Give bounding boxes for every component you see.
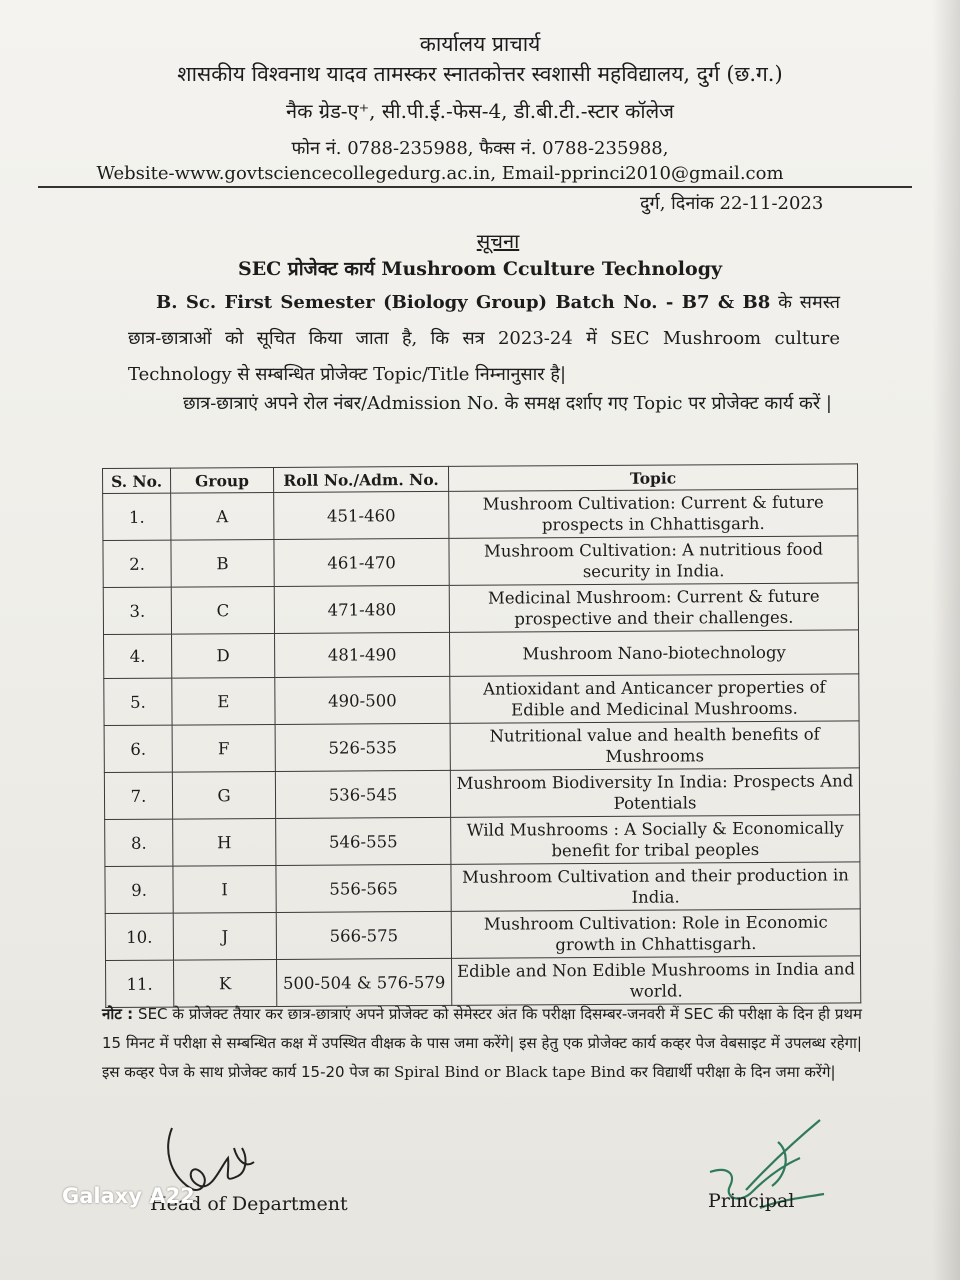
office-heading: कार्यालय प्राचार्य [419, 32, 541, 56]
note-text-binding: Spiral Bind or Black tape Bind [393, 1063, 626, 1081]
cell-roll: 461-470 [274, 538, 449, 586]
cell-roll: 546-555 [276, 817, 451, 865]
cell-topic: Mushroom Cultivation: A nutritious food security in India. [449, 536, 858, 585]
camera-watermark: Galaxy A22 [62, 1184, 195, 1208]
note-paragraph [102, 1000, 862, 1087]
cell-group: A [171, 492, 274, 540]
cell-roll: 526-535 [275, 723, 450, 771]
header-group: Group [171, 467, 274, 493]
cell-sno: 6. [104, 725, 172, 772]
cell-sno: 9. [105, 866, 173, 913]
cell-group: F [172, 724, 275, 772]
note-label: नोट : [102, 1005, 134, 1023]
cell-sno: 1. [103, 493, 171, 540]
table-row [105, 862, 860, 914]
cell-roll: 481-490 [275, 632, 450, 677]
college-name: शासकीय विश्वनाथ यादव तामस्कर स्नातकोत्तर स्वशासी महविद्यालय, दुर्ग (छ.ग.) [177, 62, 783, 86]
header-divider [38, 186, 912, 188]
table-row [103, 489, 858, 541]
cell-roll: 536-545 [275, 770, 450, 818]
table-row [104, 768, 859, 820]
header-sno: S. No. [103, 468, 171, 493]
table-row [104, 721, 859, 773]
header-topic: Topic [448, 464, 857, 491]
cell-sno: 5. [104, 678, 172, 725]
cell-topic: Mushroom Cultivation and their production in India. [451, 862, 860, 911]
cell-topic: Mushroom Biodiversity In India: Prospects And Potentials [450, 768, 859, 817]
table-row [105, 909, 860, 961]
cell-sno: 3. [103, 587, 171, 634]
accreditation-line: नैक ग्रेड-ए⁺, सी.पी.ई.-फेस-4, डी.बी.टी.-स्टार कॉलेज [285, 99, 674, 123]
header-roll: Roll No./Adm. No. [273, 466, 448, 492]
cell-roll: 471-480 [274, 585, 449, 633]
cell-group: K [174, 959, 277, 1007]
phone-fax-line: फोन नं. 0788-235988, फैक्स नं. 0788-235988, [291, 138, 669, 159]
cell-sno: 4. [104, 634, 172, 678]
cell-topic: Antioxidant and Anticancer properties of Edible and Medicinal Mushrooms. [450, 674, 859, 723]
note-text-a: SEC के प्रोजेक्ट तैयार कर छात्र-छात्राएं अपने प्रोजेक्ट को सेमेस्टर अंत कि परीक्षा दिसम्बर-जनवरी में SEC की परीक्षा के दिन ही प्रथम 15 मिनट में परीक्षा से सम्बन्धित कक्ष में उपस्थित वीक्षक के पास जमा करेंगे| इस हेतु एक प्रोजेक्ट कार्य कव्हर पेज वेबसाइट में उपलब्ध रहेगा| इस कव्हर पेज के साथ प्रोजेक्ट कार्य 15-20 पेज का [102, 1005, 862, 1081]
cell-group: G [172, 771, 275, 819]
batch-info: B. Sc. First Semester (Biology Group) Batch No. - B7 & B8 [156, 292, 771, 313]
notice-paragraph-2: छात्र-छात्राएं अपने रोल नंबर/Admission No. के समक्ष दर्शाए गए Topic पर प्रोजेक्ट कार्य करें | [183, 393, 832, 414]
table-row [104, 674, 859, 726]
cell-topic: Nutritional value and health benefits of Mushrooms [450, 721, 859, 770]
cell-roll: 451-460 [274, 491, 449, 539]
cell-sno: 8. [105, 819, 173, 866]
cell-roll: 490-500 [275, 676, 450, 724]
page-shadow [932, 0, 960, 1280]
cell-group: C [171, 586, 274, 634]
cell-group: J [173, 912, 276, 960]
cell-topic: Mushroom Cultivation: Current & future prospects in Chhattisgarh. [449, 489, 858, 538]
notice-paragraph-1 [128, 285, 840, 393]
website-email-line: Website-www.govtsciencecollegedurg.ac.in, Email-pprinci2010@gmail.com [96, 163, 784, 184]
hod-label: Head of Department [150, 1193, 348, 1215]
cell-topic: Edible and Non Edible Mushrooms in India and world. [452, 956, 861, 1005]
table-row [104, 630, 859, 679]
cell-sno: 11. [106, 960, 174, 1007]
table-row [103, 536, 858, 588]
cell-sno: 2. [103, 540, 171, 587]
cell-group: H [173, 818, 276, 866]
cell-topic: Mushroom Cultivation: Role in Economic growth in Chhattisgarh. [451, 909, 860, 958]
note-text-b: कर विद्यार्थी परीक्षा के दिन जमा करेंगे| [625, 1063, 836, 1081]
cell-group: I [173, 865, 276, 913]
cell-group: B [171, 539, 274, 587]
table-row [103, 583, 858, 635]
principal-label: Principal [708, 1190, 795, 1212]
cell-sno: 7. [104, 772, 172, 819]
project-topics-table [102, 463, 861, 1008]
notice-paragraph-1-text: के समस्त छात्र-छात्राओं को सूचित किया जाता है, कि सत्र 2023-24 में SEC Mushroom culture Technology से सम्बन्धित प्रोजेक्ट Topic/Title निम्नानुसार है| [128, 292, 840, 385]
cell-roll: 500-504 & 576-579 [277, 958, 452, 1006]
cell-topic: Wild Mushrooms : A Socially & Economically benefit for tribal peoples [451, 815, 860, 864]
notice-title: सूचना [476, 229, 520, 253]
cell-topic: Medicinal Mushroom: Current & future prospective and their challenges. [449, 583, 858, 632]
notice-subject: SEC प्रोजेक्ट कार्य Mushroom Cculture Technology [237, 258, 723, 280]
date-line: दुर्ग, दिनांक 22-11-2023 [640, 193, 824, 214]
cell-topic: Mushroom Nano-biotechnology [450, 630, 859, 676]
cell-group: D [172, 633, 275, 678]
cell-roll: 556-565 [276, 864, 451, 912]
table-row [105, 815, 860, 867]
cell-group: E [172, 677, 275, 725]
cell-sno: 10. [105, 913, 173, 960]
cell-roll: 566-575 [276, 911, 451, 959]
